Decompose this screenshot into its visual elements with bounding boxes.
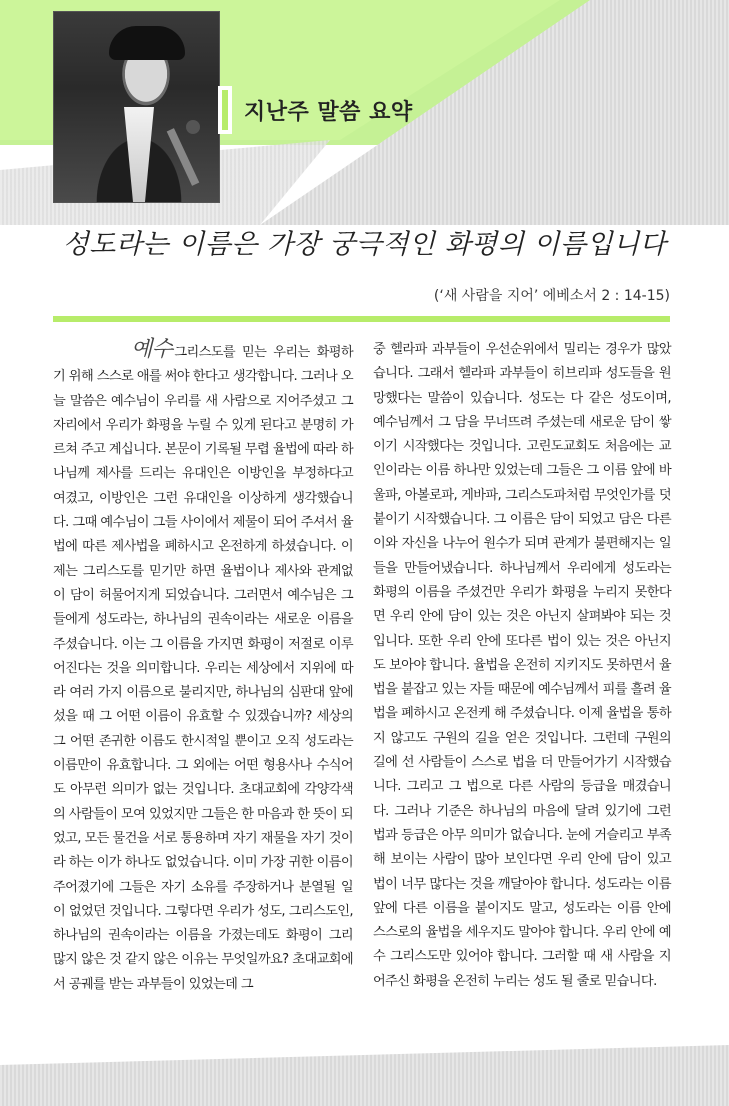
microphone-icon: [167, 128, 200, 186]
body-column-left: [53, 338, 353, 997]
footer-gray-band: [0, 1045, 729, 1106]
body-column-right: [373, 338, 671, 994]
body-text-right: 중 헬라파 과부들이 우선순위에서 밀리는 경우가 많았습니다. 그래서 헬라파 과부들이 히브리파 성도들을 원망했다는 말씀이 있습니다. 성도는 다 같은 성도이며, 예수님께서 그 담을 무너뜨려 주셨는데 새로운 담이 쌓이기 시작했다는 것입니다. 고린도교회도 처음에는 교인이라는 이름 하나만 있었는데 그들은 그 이름 앞에 바울파, 아볼로파, 게바파, 그리스도파처럼 무엇인가를 덧붙이기 시작했습니다. 그 이름은 담이 되었고 담은 다른 이와 자신을 나누어 원수가 되며 관계가 불편해지는 일들을 만들어냈습니다. 하나님께서 우리에게 성도라는 화평의 이름을 주셨건만 우리가 화평을 누리지 못한다면 우리 안에 담이 있는 것은 아닌지 살펴봐야 되는 것입니다. 또한 우리 안에 또다른 법이 있는 것은 아닌지도 보아야 합니다. 율법을 온전히 지키지도 못하면서 율법을 붙잡고 있는 자들 때문에 예수님께서 피를 흘려 율법을 폐하시고 온전케 해 주셨습니다. 이제 율법을 통하지 않고도 구원의 길을 얻은 것입니다. 그런데 구원의 길에 선 사람들이 스스로 법을 더 만들어가기 시작했습니다. 그리고 그 법으로 다른 사람의 등급을 매겼습니다. 그러나 기준은 하나님의 마음에 달려 있기에 그런 법과 등급은 아무 의미가 없습니다. 눈에 거슬리고 부족해 보이는 사람이 많아 보인다면 우리 안에 담이 있고 법이 너무 많다는 것을 깨달아야 합니다. 성도라는 이름 앞에 다른 이름을 붙이지도 말고, 성도라는 이름 안에 스스로의 율법을 세우지도 말아야 합니다. 우리 안에 예수 그리스도만 있어야 합니다. 그러할 때 새 사람을 지어주신 화평을 온전히 누리는 성도 될 줄로 믿습니다.: [373, 342, 671, 989]
section-tag-label: 지난주 말씀 요약: [244, 99, 413, 125]
tag-accent-bar: [218, 86, 232, 134]
preacher-photo: [53, 11, 220, 203]
body-text-left: 그리스도를 믿는 우리는 화평하기 위해 스스로 애를 써야 한다고 생각합니다. 그러나 오늘 말씀은 예수님이 우리를 새 사람으로 지어주셨고 그 자리에서 우리가 화평을 누릴 수 있게 된다고 분명히 가르쳐 주고 계십니다. 본문이 기록될 무렵 율법에 따라 하나님께 제사를 드리는 유대인은 이방인을 부정하다고 여겼고, 이방인은 그런 유대인을 이상하게 생각했습니다. 그때 예수님이 그들 사이에서 제물이 되어 주셔서 율법에 따른 제사법을 폐하시고 온전하게 하셨습니다. 이제는 그리스도를 믿기만 하면 율법이나 제사와 관계없이 담이 허물어지게 되었습니다. 그러면서 예수님은 그들에게 성도라는, 하나님의 권속이라는 새로운 이름을 주셨습니다. 이는 그 이름을 가지면 화평이 저절로 이루어진다는 것을 의미합니다. 우리는 세상에서 지위에 따라 여러 가지 이름으로 불리지만, 하나님의 심판대 앞에 섰을 때 그 어떤 이름이 유효할 수 있겠습니까? 세상의 그 어떤 존귀한 이름도 한시적일 뿐이고 오직 성도라는 이름만이 유효합니다. 그 외에는 어떤 형용사나 수식어도 아무런 의미가 없는 것입니다. 초대교회에 각양각색의 사람들이 모여 있었지만 그들은 한 마음과 한 뜻이 되었고, 모든 물건을 서로 통용하며 자기 재물을 자기 것이라 하는 이가 하나도 없었습니다. 이미 가장 귀한 이름이 주어졌기에 그들은 자기 소유를 주장하거나 분열될 일이 없었던 것입니다. 그렇다면 우리가 성도, 그리스도인, 하나님의 권속이라는 이름을 가졌는데도 화평이 그리 많지 않은 것 같지 않은 이유는 무엇일까요? 초대교회에서 공궤를 받는 과부들이 있었는데 그: [53, 345, 353, 992]
page-title: 성도라는 이름은 가장 궁극적인 화평의 이름입니다: [62, 229, 667, 260]
title-divider: [53, 316, 670, 322]
drop-word: 예수: [131, 337, 173, 362]
scripture-reference: (‘새 사람을 지어’ 에베소서 2 : 14-15): [433, 288, 670, 304]
section-tag: [218, 86, 418, 134]
